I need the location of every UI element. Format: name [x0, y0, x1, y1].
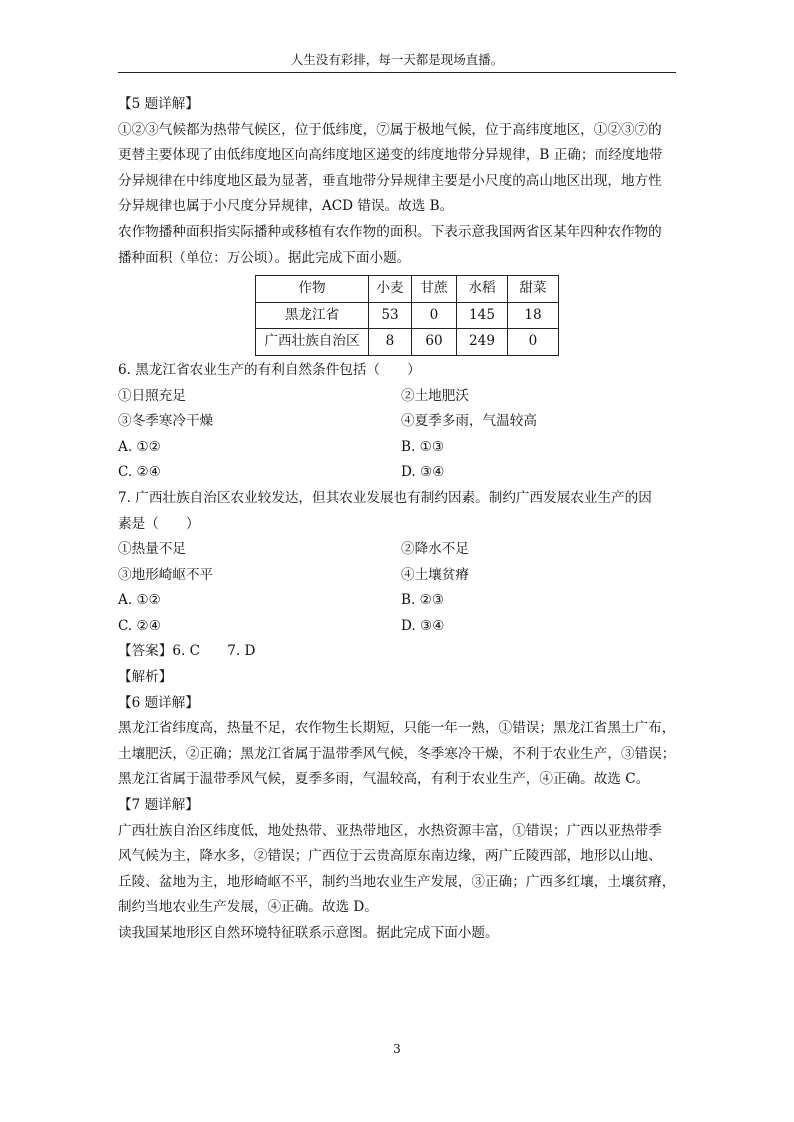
q6-detail-line: 黑龙江省纬度高，热量不足，农作物生长期短，只能一年一熟，①错误；黑龙江省黑土广布，	[118, 720, 676, 737]
table-row	[256, 302, 559, 329]
q7-item: ③地形崎岖不平	[118, 566, 214, 583]
table-cell: 249	[457, 329, 508, 356]
q6-choice: D. ③④	[401, 464, 445, 481]
q7-choice: B. ②③	[401, 592, 445, 609]
table-header-row	[256, 276, 559, 303]
q5-detail-line: ①②③气候都为热带气候区，位于低纬度，⑦属于极地气候，位于高纬度地区，①②③⑦的	[118, 121, 662, 138]
q7-items-row	[118, 537, 676, 563]
q6-items-row	[118, 409, 676, 435]
table-header-cell: 水稻	[457, 276, 508, 303]
q6-items-row	[118, 384, 676, 410]
q6-item: ③冬季寒冷干燥	[118, 413, 214, 430]
q5-detail-line: 分异规律也属于小尺度分异规律，ACD 错误。故选 B。	[118, 198, 454, 215]
q7-detail-line: 广西壮族自治区纬度低，地处热带、亚热带地区，水热资源丰富，①错误；广西以亚热带季	[118, 822, 662, 839]
q7-item: ②降水不足	[401, 541, 469, 558]
q6-item: ①日照充足	[118, 387, 186, 404]
q6-stem: 6. 黑龙江省农业生产的有利自然条件包括（ ）	[118, 361, 421, 378]
analysis-heading: 【解析】	[118, 669, 173, 686]
q6-choice: B. ①③	[401, 438, 445, 455]
q7-item: ④土壤贫瘠	[401, 566, 469, 583]
q7-item: ①热量不足	[118, 541, 186, 558]
table-header-cell: 小麦	[369, 276, 412, 303]
q6-choices-row	[118, 460, 676, 486]
q7-detail-heading: 【7 题详解】	[118, 797, 199, 814]
page-header-motto: 人生没有彩排，每一天都是现场直播。	[290, 52, 504, 67]
table-row	[256, 329, 559, 356]
answer-line: 【答案】6. C 7. D	[118, 643, 256, 660]
q6-choice: A. ①②	[118, 438, 161, 455]
header-rule	[118, 72, 676, 73]
q7-items-row	[118, 563, 676, 589]
q5-detail-heading: 【5 题详解】	[118, 96, 199, 112]
next-question-intro: 读我国某地形区自然环境特征联系示意图。据此完成下面小题。	[118, 925, 499, 941]
table-header-cell: 甜菜	[508, 276, 559, 303]
q6-choice: C. ②④	[118, 464, 161, 481]
q7-detail-line: 丘陵、盆地为主，地形崎岖不平，制约当地农业生产发展，③正确；广西多红壤，土壤贫瘠，	[118, 873, 676, 890]
q6-detail-line: 土壤肥沃，②正确；黑龙江省属于温带季风气候，冬季寒冷干燥，不利于农业生产，③错误；	[118, 745, 676, 762]
q5-detail-line: 分异规律在中纬度地区最为显著，垂直地带分异规律主要是小尺度的高山地区出现，地方性	[118, 172, 662, 189]
table-cell: 黑龙江省	[256, 302, 369, 329]
q7-detail-line: 风气候为主，降水多，②错误；广西位于云贵高原东南边缘，两广丘陵西部，地形以山地、	[118, 848, 662, 865]
q7-stem: 7. 广西壮族自治区农业较发达，但其农业发展也有制约因素。制约广西发展农业生产的因	[118, 489, 652, 506]
q7-choice: D. ③④	[401, 617, 445, 634]
q6-item: ④夏季多雨，气温较高	[401, 413, 537, 430]
table-cell: 145	[457, 302, 508, 329]
intro-line: 播种面积（单位：万公顷）。据此完成下面小题。	[118, 249, 411, 266]
q7-choices-row	[118, 588, 676, 614]
q7-stem: 素是（ ）	[118, 515, 200, 532]
q6-detail-heading: 【6 题详解】	[118, 694, 199, 711]
table-header-cell: 作物	[256, 276, 369, 303]
page-number: 3	[393, 1042, 401, 1056]
q7-choice: C. ②④	[118, 617, 161, 634]
q6-item: ②土地肥沃	[401, 387, 469, 404]
page-content	[118, 92, 676, 947]
table-cell: 18	[508, 302, 559, 329]
table-cell: 0	[508, 329, 559, 356]
q6-detail-line: 黑龙江省属于温带季风气候，夏季多雨，气温较高，有利于农业生产，④正确。故选 C。	[118, 771, 650, 788]
q5-detail-line: 更替主要体现了由低纬度地区向高纬度地区递变的纬度地带分异规律，B 正确；而经度地带	[118, 147, 663, 164]
q7-choices-row	[118, 614, 676, 640]
table-cell: 53	[369, 302, 412, 329]
q7-choice: A. ①②	[118, 592, 161, 609]
q7-detail-line: 制约当地农业生产发展，④正确。故选 D。	[118, 899, 378, 916]
table-cell: 60	[412, 329, 457, 356]
table-cell: 0	[412, 302, 457, 329]
table-header-cell: 甘蔗	[412, 276, 457, 303]
q6-choices-row	[118, 435, 676, 461]
crop-area-table	[255, 275, 559, 356]
table-cell: 8	[369, 329, 412, 356]
table-cell: 广西壮族自治区	[256, 329, 369, 356]
intro-line: 农作物播种面积指实际播种或移植有农作物的面积。下表示意我国两省区某年四种农作物的	[118, 223, 662, 240]
